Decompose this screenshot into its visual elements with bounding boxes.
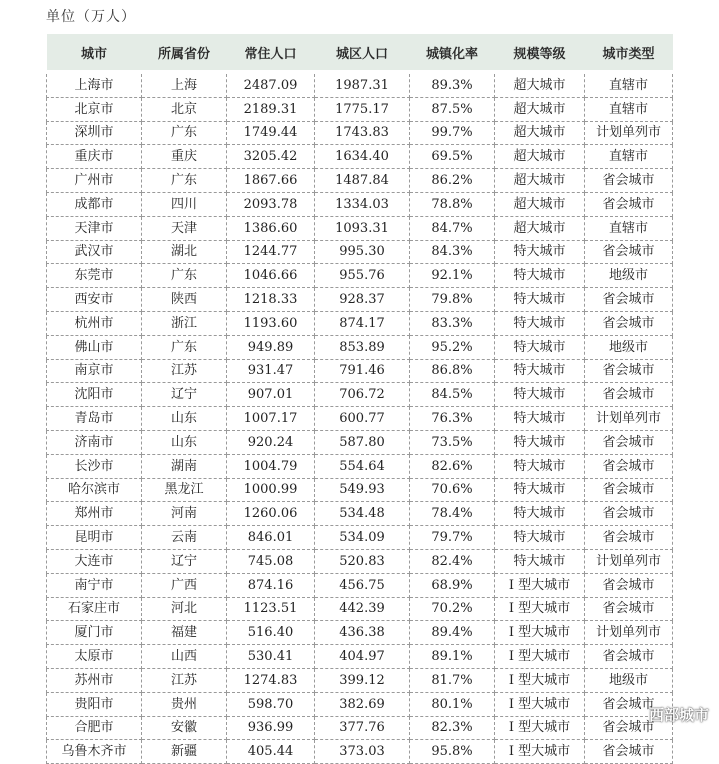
cell-scale-level: 特大城市 (495, 359, 585, 383)
cell-resident-population: 1046.66 (227, 264, 315, 288)
cell-city-type: 省会城市 (585, 383, 673, 407)
header-province: 所属省份 (142, 34, 227, 72)
cell-city: 杭州市 (47, 311, 142, 335)
cell-resident-population: 1007.17 (227, 407, 315, 431)
cell-urbanization-rate: 92.1% (410, 264, 495, 288)
cell-city: 佛山市 (47, 335, 142, 359)
header-resident-population: 常住人口 (227, 34, 315, 72)
cell-province: 广东 (142, 264, 227, 288)
table-row (47, 692, 673, 716)
table-row (47, 240, 673, 264)
cell-city-type: 直辖市 (585, 216, 673, 240)
cell-city-type: 省会城市 (585, 454, 673, 478)
cell-scale-level: 特大城市 (495, 240, 585, 264)
cell-urbanization-rate: 89.1% (410, 645, 495, 669)
cell-resident-population: 1244.77 (227, 240, 315, 264)
table-row (47, 573, 673, 597)
cell-city: 苏州市 (47, 668, 142, 692)
cell-urbanization-rate: 84.5% (410, 383, 495, 407)
cell-province: 重庆 (142, 145, 227, 169)
cell-city: 合肥市 (47, 716, 142, 740)
cell-scale-level: 超大城市 (495, 72, 585, 97)
cell-urbanization-rate: 68.9% (410, 573, 495, 597)
cell-city-type: 地级市 (585, 264, 673, 288)
cell-urbanization-rate: 84.3% (410, 240, 495, 264)
watermark-text: 西部城市 (648, 706, 709, 724)
cell-city: 太原市 (47, 645, 142, 669)
table-row (47, 478, 673, 502)
cell-city-type: 省会城市 (585, 692, 673, 716)
cell-province: 江苏 (142, 668, 227, 692)
cell-urban-population: 456.75 (315, 573, 410, 597)
cell-resident-population: 1123.51 (227, 597, 315, 621)
unit-caption: 单位（万人） (46, 9, 136, 25)
table-row (47, 454, 673, 478)
cell-resident-population: 2093.78 (227, 192, 315, 216)
cell-urbanization-rate: 78.4% (410, 502, 495, 526)
table-row (47, 668, 673, 692)
cell-city-type: 省会城市 (585, 430, 673, 454)
cell-city-type: 直辖市 (585, 72, 673, 97)
cell-scale-level: 特大城市 (495, 549, 585, 573)
cell-scale-level: 特大城市 (495, 526, 585, 550)
cell-city-type: 计划单列市 (585, 549, 673, 573)
cell-urbanization-rate: 89.3% (410, 72, 495, 97)
cell-resident-population: 936.99 (227, 716, 315, 740)
cell-urbanization-rate: 78.8% (410, 192, 495, 216)
cell-resident-population: 516.40 (227, 621, 315, 645)
cell-urbanization-rate: 73.5% (410, 430, 495, 454)
cell-resident-population: 931.47 (227, 359, 315, 383)
cell-urban-population: 436.38 (315, 621, 410, 645)
cell-scale-level: 超大城市 (495, 145, 585, 169)
table-row (47, 716, 673, 740)
cell-scale-level: 超大城市 (495, 97, 585, 121)
table-row (47, 264, 673, 288)
cell-urbanization-rate: 69.5% (410, 145, 495, 169)
cell-urbanization-rate: 79.8% (410, 288, 495, 312)
cell-urbanization-rate: 70.2% (410, 597, 495, 621)
cell-city: 郑州市 (47, 502, 142, 526)
cell-city-type: 省会城市 (585, 288, 673, 312)
cell-urbanization-rate: 76.3% (410, 407, 495, 431)
cell-urbanization-rate: 81.7% (410, 668, 495, 692)
cell-province: 天津 (142, 216, 227, 240)
table-row (47, 121, 673, 145)
table-row (47, 430, 673, 454)
cell-urban-population: 1743.83 (315, 121, 410, 145)
cell-province: 山东 (142, 407, 227, 431)
cell-urbanization-rate: 84.7% (410, 216, 495, 240)
cell-urbanization-rate: 95.8% (410, 740, 495, 764)
cell-city: 南京市 (47, 359, 142, 383)
cell-city-type: 省会城市 (585, 478, 673, 502)
cell-urban-population: 928.37 (315, 288, 410, 312)
cell-resident-population: 1193.60 (227, 311, 315, 335)
cell-urban-population: 549.93 (315, 478, 410, 502)
cell-urbanization-rate: 82.4% (410, 549, 495, 573)
cell-urbanization-rate: 86.8% (410, 359, 495, 383)
cell-resident-population: 2189.31 (227, 97, 315, 121)
cell-city-type: 计划单列市 (585, 407, 673, 431)
cell-urban-population: 534.09 (315, 526, 410, 550)
header-urban-population: 城区人口 (315, 34, 410, 72)
table-row (47, 359, 673, 383)
cell-province: 辽宁 (142, 549, 227, 573)
city-population-table (46, 34, 673, 764)
cell-resident-population: 874.16 (227, 573, 315, 597)
table-row (47, 72, 673, 97)
table-row (47, 311, 673, 335)
cell-city-type: 直辖市 (585, 145, 673, 169)
cell-scale-level: 特大城市 (495, 264, 585, 288)
cell-city-type: 省会城市 (585, 192, 673, 216)
cell-city: 济南市 (47, 430, 142, 454)
cell-city: 沈阳市 (47, 383, 142, 407)
cell-province: 湖南 (142, 454, 227, 478)
header-city: 城市 (47, 34, 142, 72)
cell-resident-population: 1218.33 (227, 288, 315, 312)
cell-city-type: 省会城市 (585, 740, 673, 764)
cell-urban-population: 404.97 (315, 645, 410, 669)
cell-scale-level: 超大城市 (495, 192, 585, 216)
cell-resident-population: 1260.06 (227, 502, 315, 526)
table-row (47, 597, 673, 621)
cell-city: 武汉市 (47, 240, 142, 264)
cell-province: 河南 (142, 502, 227, 526)
cell-resident-population: 1004.79 (227, 454, 315, 478)
cell-resident-population: 530.41 (227, 645, 315, 669)
city-population-table-wrapper (46, 34, 672, 764)
cell-province: 广东 (142, 121, 227, 145)
cell-city: 乌鲁木齐市 (47, 740, 142, 764)
cell-province: 新疆 (142, 740, 227, 764)
cell-urban-population: 587.80 (315, 430, 410, 454)
header-scale-level: 规模等级 (495, 34, 585, 72)
cell-resident-population: 846.01 (227, 526, 315, 550)
cell-urban-population: 955.76 (315, 264, 410, 288)
cell-city-type: 省会城市 (585, 645, 673, 669)
table-row (47, 288, 673, 312)
cell-scale-level: I 型大城市 (495, 716, 585, 740)
cell-city-type: 省会城市 (585, 502, 673, 526)
table-row (47, 192, 673, 216)
cell-urban-population: 995.30 (315, 240, 410, 264)
table-row (47, 216, 673, 240)
cell-urban-population: 382.69 (315, 692, 410, 716)
cell-urban-population: 706.72 (315, 383, 410, 407)
cell-scale-level: I 型大城市 (495, 740, 585, 764)
cell-city-type: 省会城市 (585, 597, 673, 621)
cell-resident-population: 1000.99 (227, 478, 315, 502)
cell-resident-population: 949.89 (227, 335, 315, 359)
cell-city: 深圳市 (47, 121, 142, 145)
cell-urbanization-rate: 86.2% (410, 169, 495, 193)
table-row (47, 407, 673, 431)
cell-urbanization-rate: 82.6% (410, 454, 495, 478)
cell-province: 陕西 (142, 288, 227, 312)
cell-province: 福建 (142, 621, 227, 645)
cell-city-type: 计划单列市 (585, 121, 673, 145)
cell-city: 大连市 (47, 549, 142, 573)
table-row (47, 169, 673, 193)
cell-city: 哈尔滨市 (47, 478, 142, 502)
cell-province: 黑龙江 (142, 478, 227, 502)
cell-city: 广州市 (47, 169, 142, 193)
cell-scale-level: I 型大城市 (495, 597, 585, 621)
cell-urban-population: 600.77 (315, 407, 410, 431)
cell-scale-level: 特大城市 (495, 311, 585, 335)
cell-scale-level: 特大城市 (495, 288, 585, 312)
cell-urban-population: 791.46 (315, 359, 410, 383)
cell-urbanization-rate: 82.3% (410, 716, 495, 740)
cell-resident-population: 405.44 (227, 740, 315, 764)
cell-city-type: 省会城市 (585, 716, 673, 740)
table-body (47, 72, 673, 764)
cell-scale-level: 特大城市 (495, 383, 585, 407)
cell-urban-population: 874.17 (315, 311, 410, 335)
table-row (47, 97, 673, 121)
cell-scale-level: I 型大城市 (495, 621, 585, 645)
cell-urbanization-rate: 83.3% (410, 311, 495, 335)
cell-urban-population: 554.64 (315, 454, 410, 478)
cell-urban-population: 1487.84 (315, 169, 410, 193)
cell-province: 河北 (142, 597, 227, 621)
cell-city: 重庆市 (47, 145, 142, 169)
cell-province: 广东 (142, 169, 227, 193)
cell-city: 西安市 (47, 288, 142, 312)
cell-urban-population: 377.76 (315, 716, 410, 740)
cell-resident-population: 1749.44 (227, 121, 315, 145)
table-row (47, 526, 673, 550)
cell-province: 贵州 (142, 692, 227, 716)
header-urbanization-rate: 城镇化率 (410, 34, 495, 72)
cell-urban-population: 442.39 (315, 597, 410, 621)
cell-city: 青岛市 (47, 407, 142, 431)
cell-city-type: 省会城市 (585, 573, 673, 597)
table-row (47, 145, 673, 169)
cell-province: 辽宁 (142, 383, 227, 407)
cell-province: 山东 (142, 430, 227, 454)
cell-scale-level: 超大城市 (495, 216, 585, 240)
cell-scale-level: 特大城市 (495, 478, 585, 502)
cell-city-type: 地级市 (585, 335, 673, 359)
cell-city-type: 省会城市 (585, 311, 673, 335)
cell-urbanization-rate: 79.7% (410, 526, 495, 550)
cell-urban-population: 1093.31 (315, 216, 410, 240)
cell-province: 浙江 (142, 311, 227, 335)
cell-city: 东莞市 (47, 264, 142, 288)
header-city-type: 城市类型 (585, 34, 673, 72)
cell-urban-population: 520.83 (315, 549, 410, 573)
table-row (47, 383, 673, 407)
cell-urbanization-rate: 70.6% (410, 478, 495, 502)
cell-province: 湖北 (142, 240, 227, 264)
cell-urbanization-rate: 95.2% (410, 335, 495, 359)
cell-urban-population: 1987.31 (315, 72, 410, 97)
cell-resident-population: 907.01 (227, 383, 315, 407)
cell-urban-population: 853.89 (315, 335, 410, 359)
cell-city: 石家庄市 (47, 597, 142, 621)
cell-province: 安徽 (142, 716, 227, 740)
cell-city-type: 计划单列市 (585, 621, 673, 645)
table-row (47, 740, 673, 764)
table-header (47, 34, 673, 72)
cell-resident-population: 1274.83 (227, 668, 315, 692)
cell-urban-population: 1775.17 (315, 97, 410, 121)
cell-city: 南宁市 (47, 573, 142, 597)
cell-city: 贵阳市 (47, 692, 142, 716)
cell-city: 厦门市 (47, 621, 142, 645)
cell-scale-level: I 型大城市 (495, 645, 585, 669)
cell-city-type: 省会城市 (585, 169, 673, 193)
cell-province: 广西 (142, 573, 227, 597)
table-row (47, 335, 673, 359)
cell-urban-population: 1634.40 (315, 145, 410, 169)
cell-province: 四川 (142, 192, 227, 216)
cell-resident-population: 920.24 (227, 430, 315, 454)
cell-urbanization-rate: 89.4% (410, 621, 495, 645)
cell-city-type: 地级市 (585, 668, 673, 692)
cell-province: 山西 (142, 645, 227, 669)
cell-city: 成都市 (47, 192, 142, 216)
cell-scale-level: I 型大城市 (495, 668, 585, 692)
cell-province: 上海 (142, 72, 227, 97)
cell-province: 北京 (142, 97, 227, 121)
cell-resident-population: 1386.60 (227, 216, 315, 240)
cell-urban-population: 373.03 (315, 740, 410, 764)
cell-scale-level: I 型大城市 (495, 692, 585, 716)
header-row (47, 34, 673, 72)
cell-urban-population: 534.48 (315, 502, 410, 526)
table-row (47, 621, 673, 645)
cell-scale-level: 特大城市 (495, 454, 585, 478)
table-row (47, 645, 673, 669)
cell-city: 长沙市 (47, 454, 142, 478)
cell-scale-level: 超大城市 (495, 169, 585, 193)
cell-urbanization-rate: 80.1% (410, 692, 495, 716)
cell-province: 广东 (142, 335, 227, 359)
cell-urbanization-rate: 87.5% (410, 97, 495, 121)
cell-resident-population: 1867.66 (227, 169, 315, 193)
cell-city: 天津市 (47, 216, 142, 240)
table-row (47, 502, 673, 526)
cell-urban-population: 1334.03 (315, 192, 410, 216)
cell-urbanization-rate: 99.7% (410, 121, 495, 145)
table-row (47, 549, 673, 573)
cell-city: 北京市 (47, 97, 142, 121)
cell-scale-level: 特大城市 (495, 430, 585, 454)
cell-urban-population: 399.12 (315, 668, 410, 692)
cell-scale-level: 超大城市 (495, 121, 585, 145)
cell-resident-population: 2487.09 (227, 72, 315, 97)
cell-scale-level: I 型大城市 (495, 573, 585, 597)
cell-city-type: 省会城市 (585, 526, 673, 550)
cell-city-type: 省会城市 (585, 240, 673, 264)
cell-scale-level: 特大城市 (495, 407, 585, 431)
cell-province: 云南 (142, 526, 227, 550)
cell-resident-population: 3205.42 (227, 145, 315, 169)
cell-resident-population: 745.08 (227, 549, 315, 573)
cell-city: 昆明市 (47, 526, 142, 550)
cell-province: 江苏 (142, 359, 227, 383)
cell-city-type: 直辖市 (585, 97, 673, 121)
cell-scale-level: 特大城市 (495, 335, 585, 359)
cell-resident-population: 598.70 (227, 692, 315, 716)
cell-city: 上海市 (47, 72, 142, 97)
cell-city-type: 省会城市 (585, 359, 673, 383)
cell-scale-level: 特大城市 (495, 502, 585, 526)
